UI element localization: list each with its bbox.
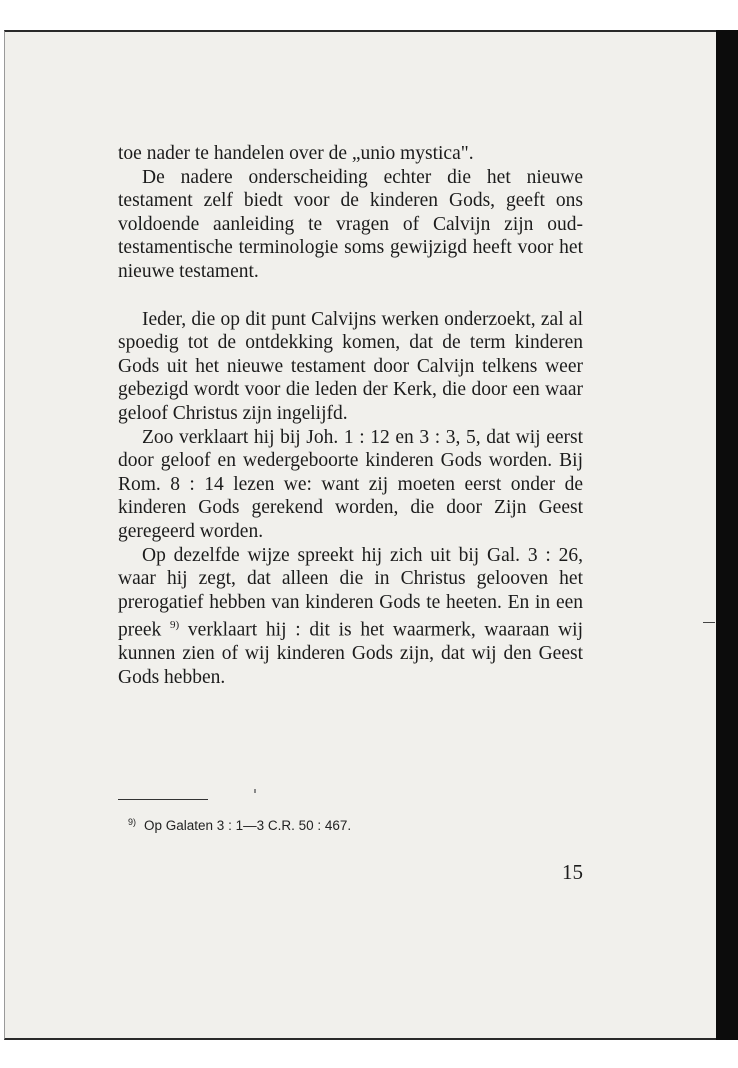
paragraph-continuation: toe nader te handelen over de „unio mystica". bbox=[118, 143, 474, 164]
footnote bbox=[128, 817, 351, 833]
paragraph: Ieder, die op dit punt Calvijns werken onderzoekt, zal al spoedig tot de ontdekking komen, dat de term kinderen Gods uit het nieuwe testament door Calvijn telkens weer gebezigd wordt voor die leden der Kerk, die door een waar geloof Christus zijn ingelijfd. bbox=[118, 308, 583, 424]
footnote-reference: 9) bbox=[170, 619, 180, 632]
footnote-divider bbox=[118, 799, 208, 800]
footnote-text: Op Galaten 3 : 1—3 C.R. 50 : 467. bbox=[144, 818, 352, 833]
paragraph: Zoo verklaart hij bij Joh. 1 : 12 en 3 : 3, 5, dat wij eerst door geloof en wedergeboorte kinderen Gods worden. Bij Rom. 8 : 14 lezen we: want zij moeten eerst onder de kinderen Gods gerekend worden, die door Zijn Geest geregeerd worden. bbox=[118, 426, 583, 542]
paragraph: De nadere onderscheiding echter die het nieuwe testament zelf biedt voor de kinderen Gods, geeft ons voldoende aanleiding te vragen of Calvijn zijn oud-testamentische terminologie soms gewijzigd heeft voor het nieuwe testament. bbox=[118, 166, 583, 282]
dust-speck bbox=[254, 789, 256, 793]
paragraph-text-continued: verklaart hij : dit is het waarmerk, waaraan wij kunnen zien of wij kinderen Gods zijn, dat wij den Geest Gods hebben. bbox=[118, 619, 584, 688]
book-spine-edge bbox=[716, 30, 738, 1040]
paragraph-text: Op dezelfde wijze spreekt hij zich uit bij Gal. 3 : 26, waar hij zegt, dat alleen die in Christus gelooven het prerogatief hebben van kinderen Gods te heeten. En in een preek bbox=[118, 544, 583, 641]
page-number: 15 bbox=[562, 860, 583, 884]
body-text bbox=[118, 142, 583, 690]
scan-top-margin bbox=[0, 0, 738, 30]
edge-tick-mark bbox=[703, 622, 715, 623]
paragraph-with-footnote bbox=[118, 544, 583, 690]
footnote-marker: 9) bbox=[128, 817, 137, 827]
